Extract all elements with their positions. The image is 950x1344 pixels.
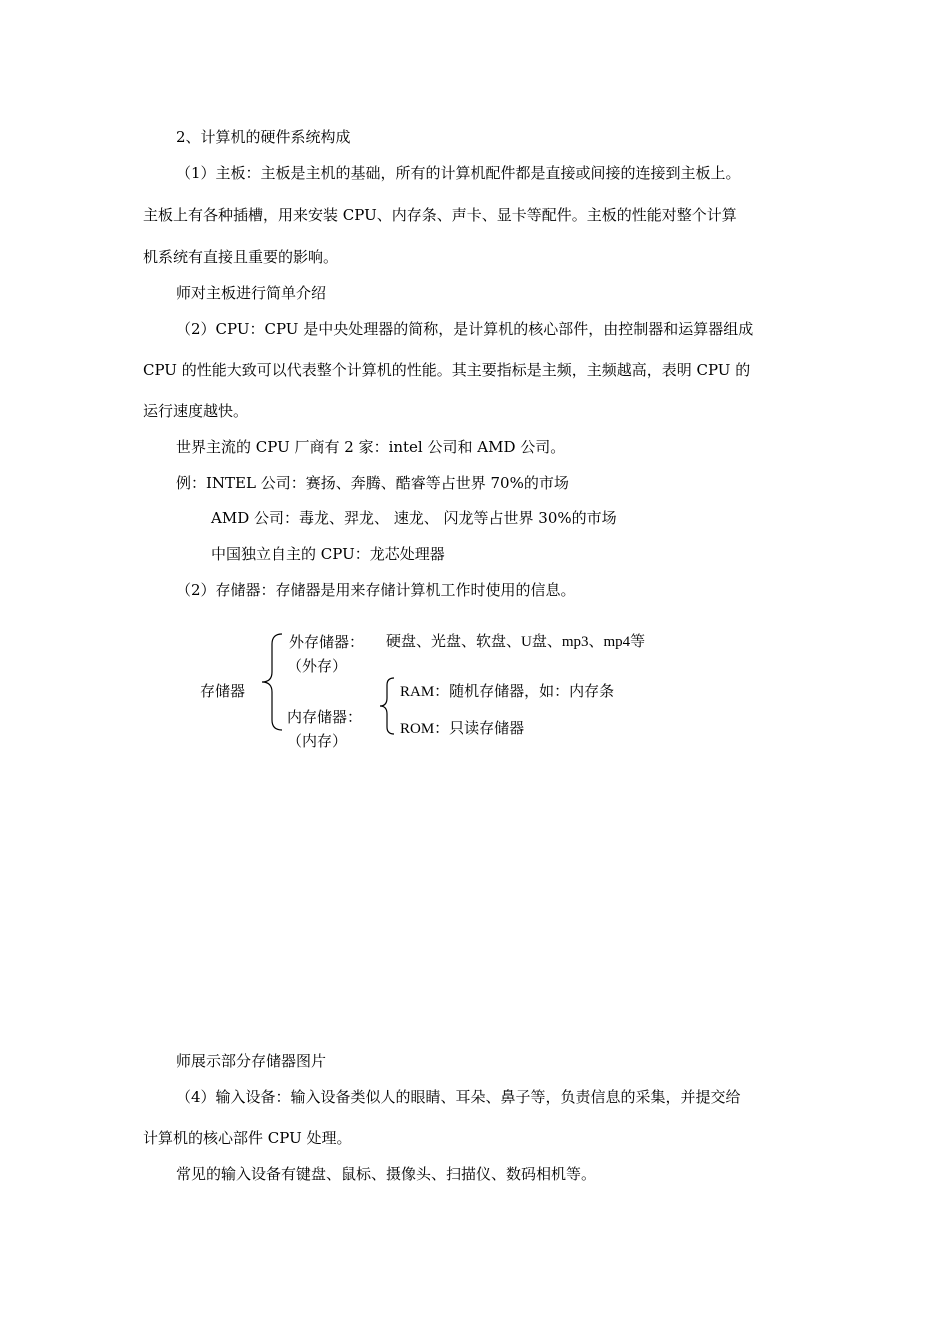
teacher-note-motherboard: 师对主板进行简单介绍 — [176, 284, 327, 302]
input-paragraph-line-1: （4）输入设备：输入设备类似人的眼睛、耳朵、鼻子等，负责信息的采集，并提交给 — [176, 1088, 741, 1106]
external-storage-items: 硬盘、光盘、软盘、U盘、mp3、mp4等 — [386, 634, 646, 650]
example-china: 中国独立自主的 CPU：龙芯处理器 — [211, 545, 445, 563]
example-amd: AMD 公司：毒龙、羿龙、 速龙、 闪龙等占世界 30%的市场 — [211, 509, 617, 527]
internal-storage-label: 内存储器： — [287, 708, 363, 726]
storage-main-brace — [258, 632, 288, 732]
input-paragraph-line-2: 计算机的核心部件 CPU 处理。 — [143, 1129, 352, 1147]
internal-storage-alias: （内存） — [287, 732, 348, 750]
cpu-paragraph-line-3: 运行速度越快。 — [143, 402, 249, 420]
internal-storage-brace — [376, 676, 398, 736]
example-intel: 例：INTEL 公司：赛扬、奔腾、酷睿等占世界 70%的市场 — [176, 474, 569, 492]
cpu-paragraph-line-2: CPU 的性能大致可以代表整个计算机的性能。其主要指标是主频，主频越高，表明 CPU 的 — [143, 361, 751, 379]
external-storage-alias: （外存） — [287, 657, 348, 675]
storage-intro: （2）存储器：存储器是用来存储计算机工作时使用的信息。 — [176, 581, 576, 599]
motherboard-paragraph-line-3: 机系统有直接且重要的影响。 — [143, 248, 339, 266]
input-common-devices: 常见的输入设备有键盘、鼠标、摄像头、扫描仪、数码相机等。 — [176, 1165, 597, 1183]
section-title: 2、计算机的硬件系统构成 — [176, 128, 351, 146]
teacher-note-storage: 师展示部分存储器图片 — [176, 1052, 327, 1070]
cpu-paragraph-line-1: （2）CPU：CPU 是中央处理器的简称，是计算机的核心部件，由控制器和运算器组成 — [176, 320, 754, 338]
ram-item: RAM：随机存储器，如：内存条 — [400, 684, 615, 700]
storage-root-label: 存储器 — [200, 682, 246, 700]
motherboard-paragraph-line-1: （1）主板：主板是主机的基础，所有的计算机配件都是直接或间接的连接到主板上。 — [176, 164, 741, 182]
cpu-vendors: 世界主流的 CPU 厂商有 2 家：intel 公司和 AMD 公司。 — [176, 438, 566, 456]
external-storage-label: 外存储器： — [289, 633, 365, 651]
rom-item: ROM：只读存储器 — [400, 721, 525, 737]
motherboard-paragraph-line-2: 主板上有各种插槽，用来安装 CPU、内存条、声卡、显卡等配件。主板的性能对整个计算 — [143, 206, 737, 224]
